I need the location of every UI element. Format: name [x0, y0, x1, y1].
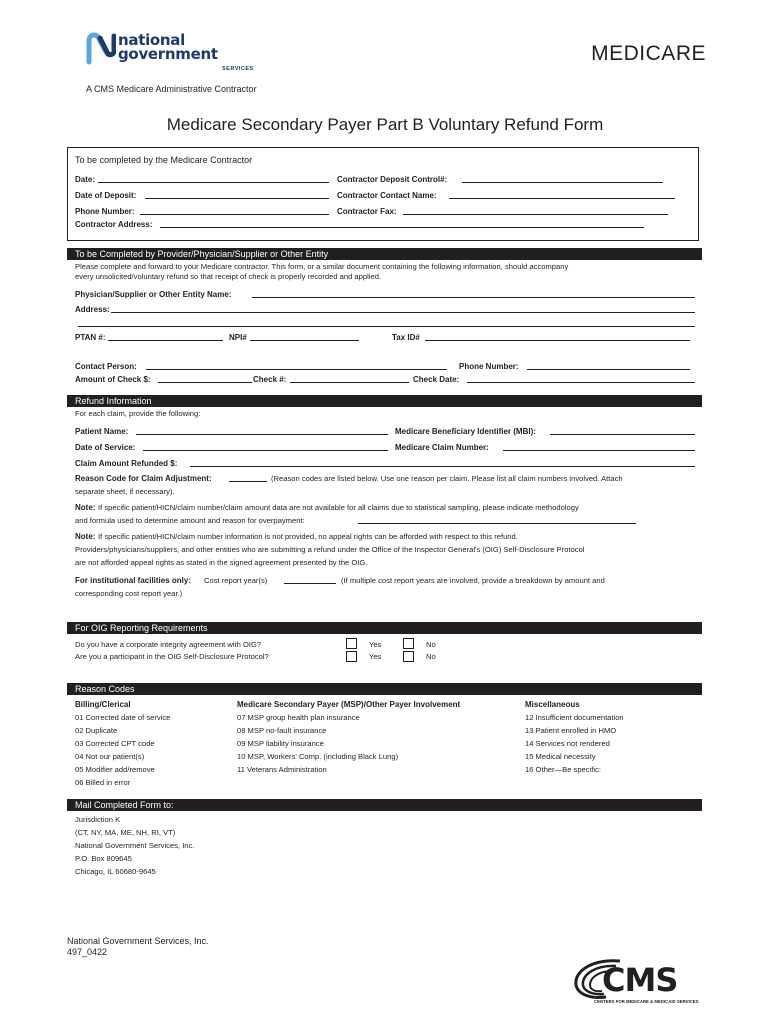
reason-code-field[interactable] — [229, 481, 267, 482]
reason-note-1: (Reason codes are listed below. Use one reason per claim. Please list all claim numbers involved. Attach — [271, 474, 623, 483]
npi-label: NPI# — [229, 333, 247, 342]
footer — [67, 936, 209, 958]
date-of-deposit-label: Date of Deposit: — [75, 191, 137, 200]
oig-section-bar: For OIG Reporting Requirements — [67, 622, 702, 634]
institutional-note-a: (If multiple cost report years are involved, provide a breakdown by amount and — [341, 576, 605, 585]
cost-report-field[interactable] — [284, 583, 336, 584]
reason-code-item: 04 Not our patient(s) — [75, 752, 145, 761]
reason-code-item: 12 Insufficient documentation — [525, 713, 624, 722]
taxid-field[interactable] — [425, 340, 690, 341]
refund-intro: For each claim, provide the following: — [75, 409, 201, 418]
reason-code-item: 15 Medical necessity — [525, 752, 596, 761]
refund-section-bar: Refund Information — [67, 395, 702, 407]
msp-heading: Medicare Secondary Payer (MSP)/Other Payer Involvement — [237, 700, 461, 709]
oig-q1-yes-label: Yes — [369, 640, 382, 649]
amount-refunded-field[interactable] — [190, 466, 695, 467]
date-field[interactable] — [98, 182, 329, 183]
deposit-control-field[interactable] — [462, 182, 663, 183]
provider-phone-field[interactable] — [527, 369, 690, 370]
cms-wordmark: CMS — [602, 961, 678, 999]
provider-phone-label: Phone Number: — [459, 362, 519, 371]
reason-code-item: 10 MSP, Workers' Comp. (including Black Lung) — [237, 752, 399, 761]
oig-q1-no-label: No — [426, 640, 436, 649]
reason-code-item: 07 MSP group health plan insurance — [237, 713, 360, 722]
provider-address-label: Address: — [75, 305, 110, 314]
ptan-field[interactable] — [108, 340, 223, 341]
form-title: Medicare Secondary Payer Part B Voluntary Refund Form — [166, 115, 604, 134]
amount-field[interactable] — [158, 382, 252, 383]
reason-code-item: 06 Billed in error — [75, 778, 131, 787]
oig-q2-no-checkbox[interactable] — [403, 651, 414, 662]
date-label: Date: — [75, 175, 96, 184]
mbi-field[interactable] — [550, 434, 695, 435]
mail-line: P.O. Box 809645 — [75, 854, 132, 863]
contractor-subtitle: A CMS Medicare Administrative Contractor — [86, 84, 257, 94]
fax-label: Contractor Fax: — [337, 207, 397, 216]
ngs-logo-icon — [86, 32, 116, 66]
ptan-label: PTAN #: — [75, 333, 106, 342]
oig-q1-yes-checkbox[interactable] — [346, 638, 357, 649]
mail-section-bar: Mail Completed Form to: — [67, 799, 702, 811]
amount-refunded-label: Claim Amount Refunded $: — [75, 459, 178, 468]
address-field[interactable] — [160, 227, 644, 228]
ngs-logo — [86, 30, 254, 76]
reason-code-label: Reason Code for Claim Adjustment: — [75, 474, 212, 483]
mbi-label: Medicare Beneficiary Identifier (MBI): — [395, 427, 536, 436]
patient-name-label: Patient Name: — [75, 427, 129, 436]
note1-label: Note: — [75, 503, 96, 512]
oig-q2-no-label: No — [426, 652, 436, 661]
provider-section-bar: To be Completed by Provider/Physician/Supplier or Other Entity — [67, 248, 702, 260]
cms-subtitle: CENTERS FOR MEDICARE & MEDICAID SERVICES — [594, 999, 699, 1004]
entity-name-label: Physician/Supplier or Other Entity Name: — [75, 290, 232, 299]
mail-line: Jurisdiction K — [75, 815, 121, 824]
mail-line: (CT, NY, MA, ME, NH, RI, VT) — [75, 828, 176, 837]
contractor-box-heading: To be completed by the Medicare Contractor — [75, 155, 253, 165]
fax-field[interactable] — [403, 214, 668, 215]
reason-code-item: 11 Veterans Administration — [237, 765, 327, 774]
oig-q1-no-checkbox[interactable] — [403, 638, 414, 649]
reason-code-item: 16 Other—Be specific: — [525, 765, 601, 774]
contact-name-label: Contractor Contact Name: — [337, 191, 437, 200]
reason-code-item: 09 MSP liability insurance — [237, 739, 324, 748]
phone-label: Phone Number: — [75, 207, 135, 216]
contact-name-field[interactable] — [449, 198, 675, 199]
provider-intro-2: every unsolicited/voluntary refund so that receipt of check is properly recorded and applied. — [75, 272, 382, 281]
check-date-label: Check Date: — [413, 375, 460, 384]
oig-question-1: Do you have a corporate integrity agreement with OIG? — [75, 640, 262, 649]
methodology-field[interactable] — [358, 523, 636, 524]
date-of-deposit-field[interactable] — [145, 198, 329, 199]
npi-field[interactable] — [250, 340, 359, 341]
claim-no-label: Medicare Claim Number: — [395, 443, 489, 452]
amount-label: Amount of Check $: — [75, 375, 151, 384]
reason-code-item: 13 Patient enrolled in HMO — [525, 726, 617, 735]
note2-text-b: Providers/physicians/suppliers, and other entities who are submitting a refund under the Office of the Inspector General's (OIG) Self-Disclosure Protocol — [75, 545, 585, 554]
reason-code-item: 08 MSP no-fault insurance — [237, 726, 327, 735]
cms-logo — [572, 957, 712, 1009]
reason-code-item: 14 Services not rendered — [525, 739, 610, 748]
note1-text-b: and formula used to determine amount and reason for overpayment: — [75, 516, 305, 525]
note2-label: Note: — [75, 532, 96, 541]
patient-name-field[interactable] — [136, 434, 388, 435]
deposit-control-label: Contractor Deposit Control#: — [337, 175, 448, 184]
logo-line2: government — [118, 45, 218, 63]
address-label: Contractor Address: — [75, 220, 153, 229]
claim-no-field[interactable] — [503, 450, 695, 451]
oig-q2-yes-label: Yes — [369, 652, 382, 661]
note1-text-a: If specific patient/HICN/claim number/claim amount data are not available for all claims due to statistical sampling, please indicate methodology — [98, 503, 579, 512]
logo-line1: national — [118, 31, 185, 49]
logo-wordmark — [118, 33, 218, 61]
institutional-label: For institutional facilities only: — [75, 576, 192, 585]
footer-form-number: 497_0422 — [67, 947, 108, 957]
check-no-field[interactable] — [290, 382, 409, 383]
note2-text-a: If specific patient/HICN/claim number information is not provided, no appeal rights can be afforded with respect to this refund. — [98, 532, 518, 541]
contact-person-field[interactable] — [146, 369, 447, 370]
dos-field[interactable] — [143, 450, 388, 451]
reason-code-item: 02 Duplicate — [75, 726, 118, 735]
reason-codes-bar: Reason Codes — [67, 683, 702, 695]
provider-address-field-2[interactable] — [78, 326, 695, 327]
oig-q2-yes-checkbox[interactable] — [346, 651, 357, 662]
reason-code-item: 01 Corrected date of service — [75, 713, 171, 722]
mail-line: National Government Services, Inc. — [75, 841, 195, 850]
reason-note-2: separate sheet, if necessary). — [75, 487, 175, 496]
provider-address-field[interactable] — [111, 312, 695, 313]
institutional-note-b: corresponding cost report year.) — [75, 589, 183, 598]
provider-intro-1: Please complete and forward to your Medicare contractor. This form, or a similar document containing the following information, should accompany — [75, 262, 569, 271]
logo-services: SERVICES — [222, 66, 254, 72]
entity-name-field[interactable] — [252, 297, 695, 298]
note2-text-c: are not afforded appeal rights as stated in the signed agreement presented by the OIG. — [75, 558, 368, 567]
oig-question-2: Are you a participant in the OIG Self-Disclosure Protocol? — [75, 652, 269, 661]
check-date-field[interactable] — [467, 382, 695, 383]
cost-report-label: Cost report year(s) — [204, 576, 268, 585]
misc-heading: Miscellaneous — [525, 700, 580, 709]
taxid-label: Tax ID# — [392, 333, 420, 342]
reason-code-item: 05 Modifier add/remove — [75, 765, 155, 774]
check-no-label: Check #: — [253, 375, 287, 384]
billing-clerical-heading: Billing/Clerical — [75, 700, 131, 709]
reason-code-item: 03 Corrected CPT code — [75, 739, 155, 748]
contact-person-label: Contact Person: — [75, 362, 137, 371]
footer-org: National Government Services, Inc. — [67, 936, 209, 946]
mail-line: Chicago, IL 60680-9645 — [75, 867, 156, 876]
phone-field[interactable] — [140, 214, 329, 215]
medicare-label: MEDICARE — [591, 42, 706, 65]
dos-label: Date of Service: — [75, 443, 136, 452]
